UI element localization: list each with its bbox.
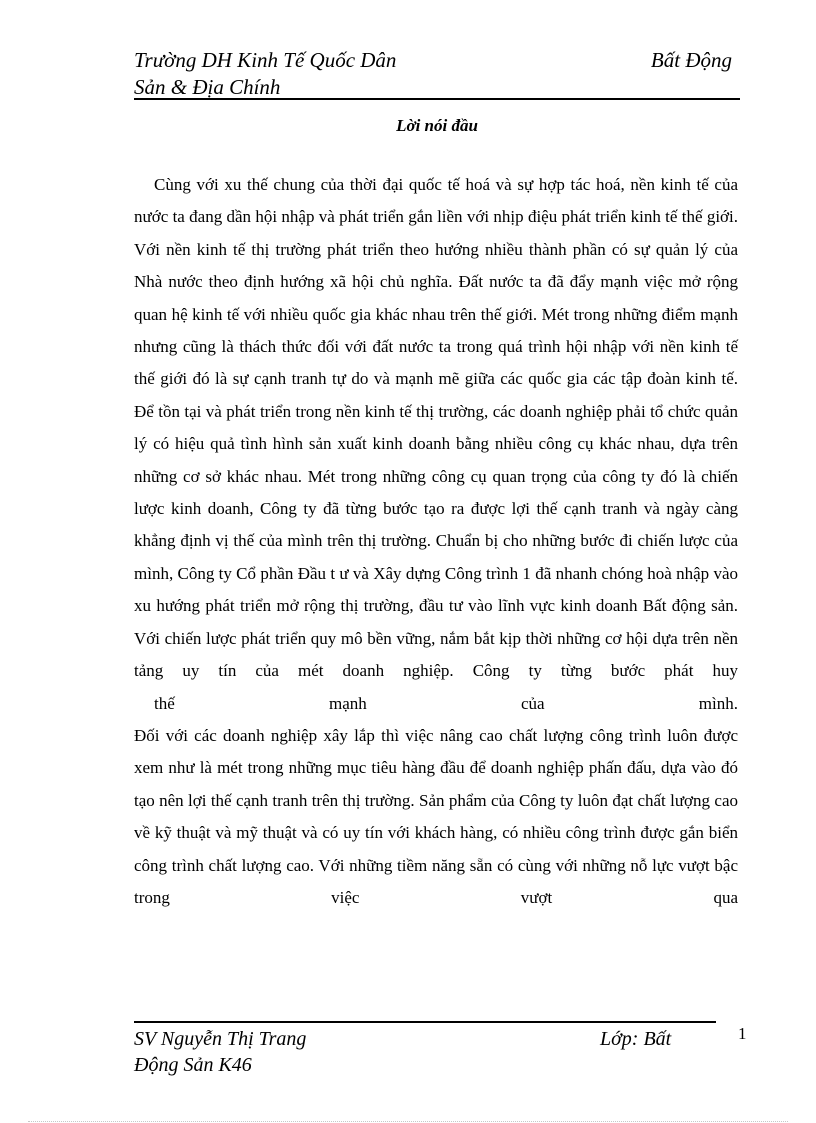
- text-line: trường. Chuẩn bị cho những bước đi chiến lược của mình, Công ty Cổ phần: [134, 531, 738, 583]
- text-line: chức quản lý có hiệu quả tình hình sản xuất kinh doanh bằng nhiều công cụ: [134, 401, 738, 454]
- text-line: được lợi thế cạnh tranh và ngày càng khẳng định vị thế của mình trên thị: [134, 499, 739, 551]
- text-line: Đầu t ư và Xây dựng Công trình 1 đã nhanh chóng hoà nhập vào xu hướng: [134, 563, 739, 616]
- text-line: phát triển mở rộng thị trường, đầu tư vào lĩnh vực kinh doanh Bất động sản.: [205, 596, 738, 616]
- footer-author: SV Nguyễn Thị Trang: [134, 1028, 307, 1050]
- text-line: thức đối với đất nước ta trong quá trình hội nhập với nền kinh tế thế giới đó là: [134, 337, 739, 389]
- footer-class: Lớp: Bất: [600, 1028, 672, 1050]
- footer-class-cont: Động Sản K46: [134, 1054, 252, 1076]
- text-line: khác nhau trên thế giới. Mét trong những điểm mạnh nhưng cũng là thách: [134, 304, 739, 357]
- document-body: [134, 169, 738, 914]
- document-title: Lời nói đầu: [396, 116, 478, 135]
- text-line: luôn được xem như là mét trong những mục tiêu hàng đầu để doanh nghiệp: [134, 725, 738, 778]
- text-line: Đất nước ta đã đẩy mạnh việc mở rộng quan hệ kinh tế với nhiều quốc gia: [134, 272, 738, 324]
- header-rule: [134, 98, 740, 100]
- text-line: Công ty luôn đạt chất lượng cao về kỹ thuật và mỹ thuật và có uy tín với: [134, 790, 738, 843]
- text-line: tồn tại và phát triển trong nền kinh tế thị trường, các doanh nghiệp phải tổ: [158, 401, 664, 421]
- header-department: Bất Động: [650, 48, 732, 72]
- text-line: khách hàng, có nhiều công trình được gắn biển công trình chất lượng cao. Với: [134, 823, 738, 875]
- text-line: phấn đấu, dựa vào đó tạo nên lợi thế cạnh tranh trên thị trường. Sản phẩm của: [134, 758, 738, 810]
- page-edge-divider: [28, 1121, 788, 1122]
- text-line: triển kinh tế thế giới. Với nền kinh tế thị trường phát triển theo hướng nhiều: [134, 207, 739, 259]
- footer-rule: [134, 1021, 716, 1023]
- text-line: thế mạnh của mình.: [154, 693, 738, 713]
- text-line: Đối với các doanh nghiệp xây lắp thì việc nâng cao chất lượng công trình: [134, 725, 662, 745]
- text-line: Với chiến lược phát triển quy mô bền vững, nắm bắt kịp thời những cơ hội: [134, 628, 648, 648]
- text-line: trọng của công ty đó là chiến lược kinh doanh, Công ty đã từng bước tạo ra: [134, 466, 738, 519]
- page-number: 1: [738, 1024, 747, 1043]
- text-line: khác nhau, dựa trên những cơ sở khác nhau. Mét trong những công cụ quan: [134, 434, 739, 486]
- text-line: tế của nước ta đang dần hội nhập và phát triển gắn liền với nhịp điệu phát: [134, 175, 739, 227]
- text-line: thành phần có sự quản lý của Nhà nước theo định hướng xã hội chủ nghĩa.: [134, 239, 738, 292]
- paragraph-2: [134, 720, 738, 914]
- text-line: những tiềm năng sẵn có cùng với những nỗ lực vượt bậc trong việc vượt qua: [134, 855, 739, 907]
- paragraph-1: [134, 169, 738, 720]
- text-line: Cùng với xu thế chung của thời đại quốc tế hoá và sự hợp tác hoá, nền kinh: [154, 175, 691, 194]
- text-line: sự cạnh tranh tự do và mạnh mẽ giữa các quốc gia các tập đoàn kinh tế. Để: [134, 369, 738, 421]
- header-department-cont: Sản & Địa Chính: [134, 75, 281, 99]
- text-line: dựa trên nền tảng uy tín của mét doanh nghiệp. Công ty từng bước phát huy: [134, 628, 739, 681]
- page-footer: [134, 1026, 740, 1078]
- page-header: [134, 46, 740, 100]
- header-school: Trường DH Kinh Tế Quốc Dân: [134, 48, 397, 72]
